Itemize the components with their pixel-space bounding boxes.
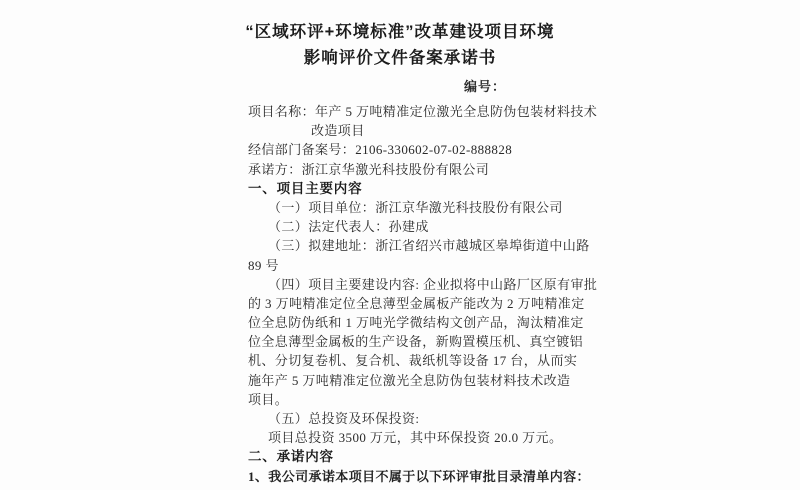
document-title bbox=[0, 19, 800, 71]
text-line: 承诺方：浙江京华激光科技股份有限公司 bbox=[248, 161, 490, 177]
text-line: （二）法定代表人：孙建成 bbox=[268, 219, 429, 235]
text-line: 1、我公司承诺本项目不属于以下环评审批目录清单内容： bbox=[248, 468, 590, 484]
text-line: 项目总投资 3500 万元，其中环保投资 20.0 万元。 bbox=[268, 430, 563, 446]
title-line-2: 影响评价文件备案承诺书 bbox=[303, 49, 497, 67]
text-line: 位全息防伪纸和 1 万吨光学微结构文创产品，淘汰精准定 bbox=[248, 315, 584, 331]
text-line: 经信部门备案号：2106-330602-07-02-888828 bbox=[248, 142, 513, 158]
text-line: 机、分切复卷机、复合机、裁纸机等设备 17 台，从而实 bbox=[248, 353, 578, 369]
title-line-1: “区域环评+环境标准”改革建设项目环境 bbox=[245, 23, 555, 41]
document-body bbox=[248, 102, 598, 486]
text-line: 89 号 bbox=[248, 257, 279, 273]
text-line: 的 3 万吨精准定位全息薄型金属板产能改为 2 万吨精准定 bbox=[248, 295, 585, 311]
serial-number-label: 编号： bbox=[464, 79, 507, 94]
text-line: 二、承诺内容 bbox=[248, 449, 334, 465]
text-line: （一）项目单位：浙江京华激光科技股份有限公司 bbox=[268, 199, 563, 215]
text-line: 改造项目 bbox=[311, 123, 365, 139]
text-line: 位全息薄型金属板的生产设备，新购置模压机、真空镀铝 bbox=[248, 334, 584, 350]
text-line: （三）拟建地址：浙江省绍兴市越城区皋埠街道中山路 bbox=[268, 238, 590, 254]
text-line: 一、项目主要内容 bbox=[248, 180, 363, 196]
text-line: （五）总投资及环保投资: bbox=[268, 411, 420, 426]
text-line: 项目。 bbox=[248, 391, 289, 407]
text-line: 项目名称：年产 5 万吨精准定位激光全息防伪包装材料技术 bbox=[248, 104, 598, 119]
text-line: 施年产 5 万吨精准定位激光全息防伪包装材料技术改造 bbox=[248, 372, 571, 388]
text-line: （四）项目主要建设内容: 企业拟将中山路厂区原有审批 bbox=[268, 276, 598, 292]
